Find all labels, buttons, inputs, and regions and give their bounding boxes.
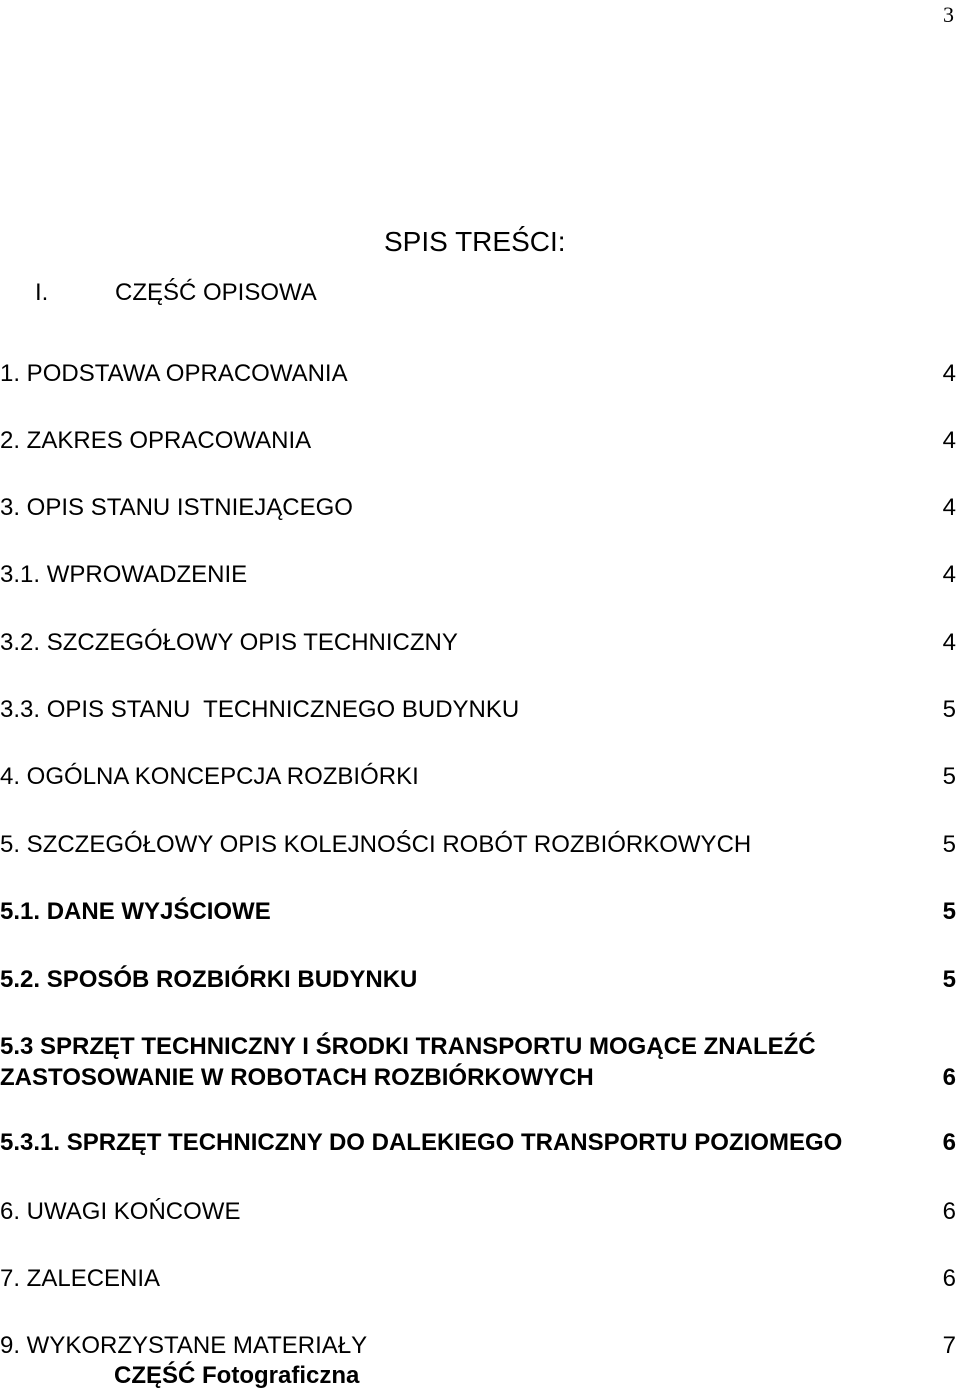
toc-entry-title: 2. ZAKRES OPRACOWANIA bbox=[0, 427, 312, 454]
toc-entry-page: 5 bbox=[942, 831, 956, 858]
toc-entry-page: 6 bbox=[942, 1198, 956, 1225]
part-numeral: I. bbox=[35, 279, 49, 306]
toc-entry-title: 5.2. SPOSÓB ROZBIÓRKI BUDYNKU bbox=[0, 966, 418, 993]
toc-entry[interactable] bbox=[0, 829, 956, 860]
toc-entry-title-continuation: ZASTOSOWANIE W ROBOTACH ROZBIÓRKOWYCH bbox=[0, 1064, 594, 1091]
toc-entry-page: 4 bbox=[942, 360, 956, 387]
toc-entry-title: 3. OPIS STANU ISTNIEJĄCEGO bbox=[0, 494, 353, 521]
toc-entry[interactable] bbox=[0, 559, 956, 590]
toc-entry-title: 9. WYKORZYSTANE MATERIAŁY bbox=[0, 1332, 368, 1359]
page-number: 3 bbox=[943, 2, 954, 27]
toc-entry[interactable] bbox=[0, 627, 956, 658]
toc-entry-page: 7 bbox=[942, 1332, 956, 1359]
toc-entry[interactable] bbox=[0, 1031, 956, 1093]
toc-entry[interactable] bbox=[0, 761, 956, 792]
toc-entry-title: 4. OGÓLNA KONCEPCJA ROZBIÓRKI bbox=[0, 763, 419, 790]
toc-entry[interactable] bbox=[0, 694, 956, 725]
toc-title: SPIS TREŚCI: bbox=[384, 226, 566, 257]
toc-entry[interactable] bbox=[0, 492, 956, 523]
toc-entry-title: 3.1. WPROWADZENIE bbox=[0, 561, 248, 588]
toc-entry-page: 5 bbox=[942, 898, 956, 925]
toc-entry-title: 5. SZCZEGÓŁOWY OPIS KOLEJNOŚCI ROBÓT ROZBIÓRKOWYCH bbox=[0, 831, 752, 858]
toc-entry[interactable] bbox=[0, 1263, 956, 1294]
toc-entry-page: 5 bbox=[942, 763, 956, 790]
toc-entry-page: 5 bbox=[942, 966, 956, 993]
toc-entry-page: 4 bbox=[942, 494, 956, 521]
toc-entry-title: 1. PODSTAWA OPRACOWANIA bbox=[0, 360, 348, 387]
toc-entry-title: 5.3 SPRZĘT TECHNICZNY I ŚRODKI TRANSPORTU MOGĄCE ZNALEŹĆ bbox=[0, 1033, 816, 1060]
toc-entry-title: 6. UWAGI KOŃCOWE bbox=[0, 1198, 241, 1225]
toc-entry[interactable] bbox=[0, 1127, 956, 1158]
toc-entry-page: 4 bbox=[942, 561, 956, 588]
toc-entry-page: 5 bbox=[942, 696, 956, 723]
toc-entry-page: 4 bbox=[942, 629, 956, 656]
toc-entry[interactable] bbox=[0, 1196, 956, 1227]
toc-entry-page: 6 bbox=[942, 1129, 956, 1156]
toc-entry-title: 5.3.1. SPRZĘT TECHNICZNY DO DALEKIEGO TRANSPORTU POZIOMEGO bbox=[0, 1129, 843, 1156]
toc-entry-page: 6 bbox=[942, 1265, 956, 1292]
toc-entry-page: 6 bbox=[942, 1064, 956, 1091]
toc-entry[interactable] bbox=[0, 964, 956, 995]
toc-entry[interactable] bbox=[0, 896, 956, 927]
toc-entry-title: 3.2. SZCZEGÓŁOWY OPIS TECHNICZNY bbox=[0, 629, 458, 656]
toc-entry-title: 5.1. DANE WYJŚCIOWE bbox=[0, 898, 271, 925]
trailing-section-label: CZĘŚĆ Fotograficzna bbox=[114, 1362, 360, 1389]
toc-entry-title: 7. ZALECENIA bbox=[0, 1265, 161, 1292]
toc-entry-page: 4 bbox=[942, 427, 956, 454]
toc-entry-title: 3.3. OPIS STANU TECHNICZNEGO BUDYNKU bbox=[0, 696, 520, 723]
part-label: CZĘŚĆ OPISOWA bbox=[115, 279, 317, 306]
toc-entry[interactable] bbox=[0, 1330, 956, 1361]
part-heading bbox=[35, 279, 317, 307]
toc-entry[interactable] bbox=[0, 425, 956, 456]
toc-entry[interactable] bbox=[0, 358, 956, 389]
